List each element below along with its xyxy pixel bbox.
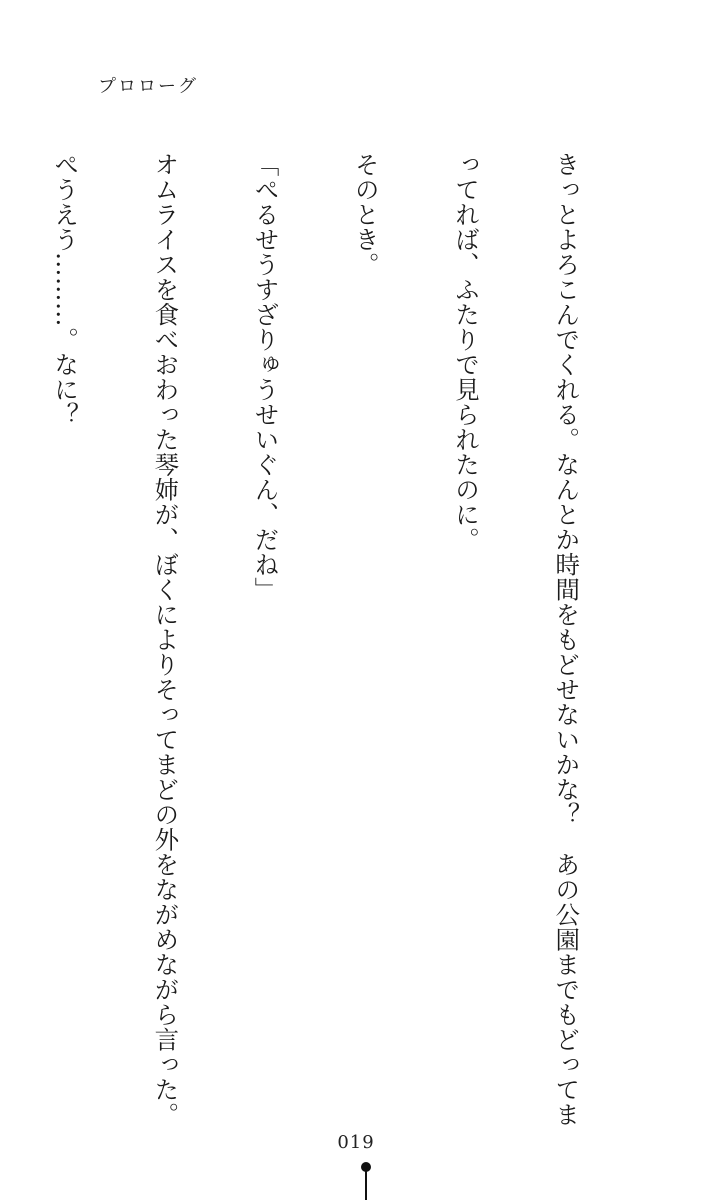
text-line: そのとき。 [351, 152, 381, 277]
chapter-title: プロローグ [98, 76, 198, 97]
text-line: 「ぺるせうすざりゅうせいぐん、だね」 [251, 152, 281, 602]
page-marker-rule [365, 1170, 367, 1200]
text-line: きっとよろこんでくれる。なんとか時間をもどせないかな？ あの公園までもどってま [552, 152, 582, 1127]
page-number: 019 [337, 1132, 375, 1153]
text-line: オムライスを食べおわった琴姉が、ぼくによりそってまどの外をながめながら言った。 [151, 152, 181, 1127]
vertical-body-text [0, 152, 650, 1127]
text-line: ぺうえう………。なに？ [51, 152, 81, 427]
text-line: ってれば、ふたりで見られたのに。 [451, 152, 481, 552]
